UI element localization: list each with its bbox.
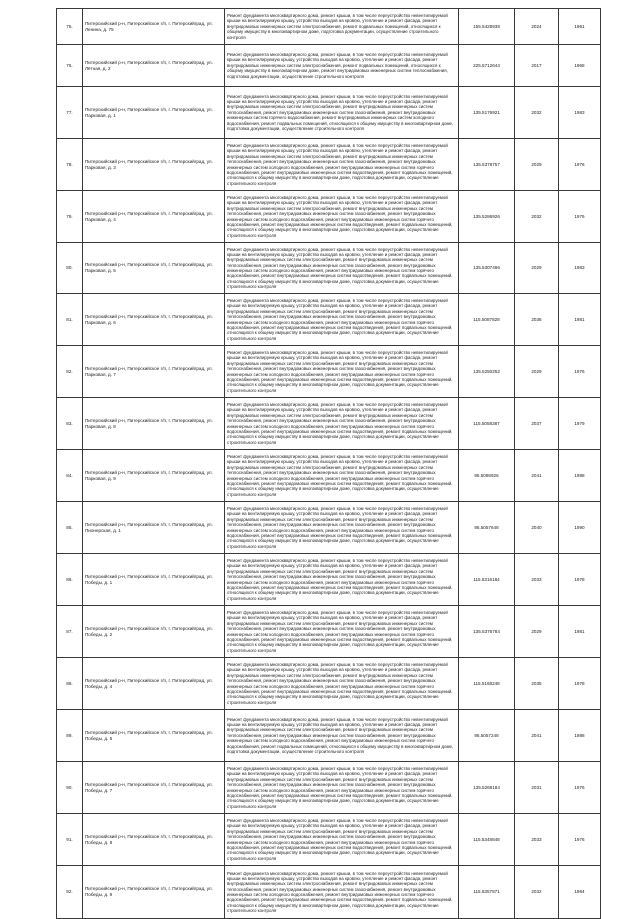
- row-number: 92.: [57, 866, 83, 919]
- planned-year-cell: 2032: [515, 87, 559, 139]
- cost-cell: 95.5057248: [459, 710, 515, 762]
- planned-year-cell: 2032: [515, 866, 559, 919]
- address-cell: Питерскийский р-н, Питерскийское г/п, г. Питерскийград, ул. Парковая, д. 1: [83, 87, 225, 139]
- planned-year-cell: 2032: [515, 191, 559, 243]
- built-year-cell: 1983: [559, 243, 601, 294]
- works-cell: Ремонт фундамента многоквартирного дома, ремонт крыши, в том числе переустройство невентилируемой крыши на вентилируемую крышу, устройство выходов на кровлю, утепление и ремонт фасада, ремонт внутридомовых инженерных систем электроснабжения, ремонт внутридомовых инженерных систем теплоснабжения, ремонт внутридомовых инженерных систем газоснабжения, ремонт внутридомовых инженерных систем горячего водоснабжения, ремонт внутридомовых инженерных систем холодного водоснабжения, ремонт подвальных помещений, относящихся к общему имуществу в многоквартирном доме, подготовка документации, осуществление строительного контроля: [225, 87, 459, 139]
- table-row: [57, 866, 601, 919]
- built-year-cell: 1976: [559, 814, 601, 866]
- address-cell: Питерскийский р-н, Питерскийское г/п, г. Питерскийград, ул. Парковая, д. 6: [83, 294, 225, 346]
- table-row: [57, 45, 601, 87]
- planned-year-cell: 2033: [515, 814, 559, 866]
- cost-cell: 115.5348848: [459, 814, 515, 866]
- row-number: 87.: [57, 606, 83, 658]
- address-cell: Питерскийский р-н, Питерскийское г/п, г. Питерскийград, ул. Парковая, д. 7: [83, 346, 225, 398]
- planned-year-cell: 2024: [515, 9, 559, 45]
- works-cell: Ремонт фундамента многоквартирного дома, ремонт крыши, в том числе переустройство невентилируемой крыши на вентилируемую крышу, устройство выходов на кровлю, утепление и ремонт фасада, ремонт внутридомовых инженерных систем электроснабжения, ремонт внутридомовых инженерных систем теплоснабжения, ремонт внутридомовых инженерных систем газоснабжения, ремонт внутридомовых инженерных систем холодного водоснабжения, ремонт внутридомовых инженерных систем горячего водоснабжения, ремонт внутридомовых инженерных систем водоотведения, ремонт подвальных помещений, относящихся к общему имуществу в многоквартирном доме, подготовка документации, осуществление строительного контроля: [225, 606, 459, 658]
- works-cell: Ремонт фундамента многоквартирного дома, ремонт крыши, в том числе переустройство невентилируемой крыши на вентилируемую крышу, устройство выходов на кровлю, утепление и ремонт фасада, ремонт внутридомовых инженерных систем электроснабжения, ремонт внутридомовых инженерных систем теплоснабжения, ремонт внутридомовых инженерных систем газоснабжения, ремонт внутридомовых инженерных систем холодного водоснабжения, ремонт внутридомовых инженерных систем горячего водоснабжения, ремонт подвальных помещений, относящихся к общему имуществу в многоквартирном доме, подготовка документации, осуществление строительного контроля: [225, 710, 459, 762]
- built-year-cell: 1988: [559, 710, 601, 762]
- works-cell: Ремонт фундамента многоквартирного дома, ремонт крыши, в том числе переустройство невентилируемой крыши на вентилируемую крышу, устройство выходов на кровлю, утепление и ремонт фасада, ремонт внутридомовых инженерных систем электроснабжения, ремонт внутридомовых инженерных систем теплоснабжения, ремонт внутридомовых инженерных систем газоснабжения, ремонт внутридомовых инженерных систем холодного водоснабжения, ремонт внутридомовых инженерных систем горячего водоснабжения, ремонт внутридомовых инженерных систем водоотведения, ремонт подвальных помещений, относящихся к общему имуществу в многоквартирном доме, подготовка документации, осуществление строительного контроля: [225, 346, 459, 398]
- cost-cell: 135.5286926: [459, 191, 515, 243]
- row-number: 89.: [57, 710, 83, 762]
- planned-year-cell: 2041: [515, 450, 559, 502]
- works-cell: Ремонт фундамента многоквартирного дома, ремонт крыши, в том числе переустройство невентилируемой крыши на вентилируемую крышу, устройство выходов на кровлю, утепление и ремонт фасада, ремонт внутридомовых инженерных систем электроснабжения, ремонт подвальных помещений, относящихся к общему имуществу в многоквартирном доме, подготовка документации, осуществление строительного контроля: [225, 9, 459, 45]
- address-cell: Питерскийский р-н, Питерскийское г/п, г. Питерскийград, ул. Победы, д. 4: [83, 658, 225, 710]
- capital-repair-schedule-table: [56, 8, 601, 919]
- address-cell: Питерскийский р-н, Питерскийское г/п, г. Питерскийград, ул. Пионерская, д. 1: [83, 502, 225, 554]
- cost-cell: 135.5176921: [459, 87, 515, 139]
- row-number: 90.: [57, 762, 83, 814]
- address-cell: Питерскийский р-н, Питерскийское г/п, г. Питерскийград, ул. Победы, д. 9: [83, 866, 225, 919]
- built-year-cell: 1990: [559, 502, 601, 554]
- works-cell: Ремонт фундамента многоквартирного дома, ремонт крыши, в том числе переустройство невентилируемой крыши на вентилируемую крышу, устройство выходов на кровлю, утепление и ремонт фасада, ремонт внутридомовых инженерных систем электроснабжения, ремонт внутридомовых инженерных систем теплоснабжения, ремонт внутридомовых инженерных систем газоснабжения, ремонт внутридомовых инженерных систем холодного водоснабжения, ремонт внутридомовых инженерных систем горячего водоснабжения, ремонт внутридомовых инженерных систем водоотведения, ремонт подвальных помещений, относящихся к общему имуществу в многоквартирном доме, подготовка документации, осуществление строительного контроля: [225, 243, 459, 294]
- planned-year-cell: 2031: [515, 762, 559, 814]
- table-row: [57, 346, 601, 398]
- works-cell: Ремонт фундамента многоквартирного дома, ремонт крыши, в том числе переустройство невентилируемой крыши на вентилируемую крышу, устройство выходов на кровлю, утепление и ремонт фасада, ремонт внутридомовых инженерных систем электроснабжения, ремонт внутридомовых инженерных систем теплоснабжения, ремонт внутридомовых инженерных систем газоснабжения, ремонт внутридомовых инженерных систем холодного водоснабжения, ремонт внутридомовых инженерных систем горячего водоснабжения, ремонт внутридомовых инженерных систем водоотведения, ремонт подвальных помещений, относящихся к общему имуществу в многоквартирном доме, подготовка документации, осуществление строительного контроля: [225, 814, 459, 866]
- address-cell: Питерскийский р-н, Питерскийское г/п, г. Питерскийград, ул. Парковая, д. 9: [83, 450, 225, 502]
- works-cell: Ремонт фундамента многоквартирного дома, ремонт крыши, в том числе переустройство невентилируемой крыши на вентилируемую крышу, устройство выходов на кровлю, утепление и ремонт фасада, ремонт внутридомовых инженерных систем электроснабжения, ремонт внутридомовых инженерных систем теплоснабжения, ремонт внутридомовых инженерных систем газоснабжения, ремонт внутридомовых инженерных систем холодного водоснабжения, ремонт внутридомовых инженерных систем горячего водоснабжения, ремонт внутридомовых инженерных систем водоотведения, ремонт подвальных помещений, относящихся к общему имуществу в многоквартирном доме, подготовка документации, осуществление строительного контроля: [225, 866, 459, 919]
- built-year-cell: 1988: [559, 450, 601, 502]
- works-cell: Ремонт фундамента многоквартирного дома, ремонт крыши, в том числе переустройство невентилируемой крыши на вентилируемую крышу, устройство выходов на кровлю, утепление и ремонт фасада, ремонт внутридомовых инженерных систем электроснабжения, ремонт внутридомовых инженерных систем теплоснабжения, ремонт внутридомовых инженерных систем газоснабжения, ремонт внутридомовых инженерных систем холодного водоснабжения, ремонт внутридомовых инженерных систем горячего водоснабжения, ремонт внутридомовых инженерных систем водоотведения, ремонт подвальных помещений, относящихся к общему имуществу в многоквартирном доме, подготовка документации, осуществление строительного контроля: [225, 450, 459, 502]
- table-row: [57, 606, 601, 658]
- address-cell: Питерскийский р-н, Питерскийское г/п, г. Питерскийград, ул. Ленина, д. 75: [83, 9, 225, 45]
- cost-cell: 115.5168248: [459, 658, 515, 710]
- built-year-cell: 1976: [559, 191, 601, 243]
- table-row: [57, 9, 601, 45]
- row-number: 75.: [57, 9, 83, 45]
- row-number: 76.: [57, 45, 83, 87]
- cost-cell: 135.5268184: [459, 762, 515, 814]
- built-year-cell: 1976: [559, 139, 601, 191]
- table-row: [57, 294, 601, 346]
- cost-cell: 135.5250252: [459, 346, 515, 398]
- table-row: [57, 502, 601, 554]
- table-row: [57, 710, 601, 762]
- planned-year-cell: 2035: [515, 658, 559, 710]
- cost-cell: 225.5712644: [459, 45, 515, 87]
- row-number: 81.: [57, 294, 83, 346]
- built-year-cell: 1976: [559, 346, 601, 398]
- address-cell: Питерскийский р-н, Питерскийское г/п, г. Питерскийград, ул. Парковая, д. 3: [83, 139, 225, 191]
- table-row: [57, 554, 601, 606]
- address-cell: Питерскийский р-н, Питерскийское г/п, г. Питерскийград, ул. Лётная, д. 2: [83, 45, 225, 87]
- built-year-cell: 1976: [559, 762, 601, 814]
- cost-cell: 115.5316184: [459, 554, 515, 606]
- cost-cell: 135.5378757: [459, 139, 515, 191]
- works-cell: Ремонт фундамента многоквартирного дома, ремонт крыши, в том числе переустройство невентилируемой крыши на вентилируемую крышу, устройство выходов на кровлю, утепление и ремонт фасада, ремонт внутридомовых инженерных систем электроснабжения, ремонт внутридомовых инженерных систем теплоснабжения, ремонт внутридомовых инженерных систем газоснабжения, ремонт внутридомовых инженерных систем холодного водоснабжения, ремонт внутридомовых инженерных систем горячего водоснабжения, ремонт внутридомовых инженерных систем водоотведения, ремонт подвальных помещений, относящихся к общему имуществу в многоквартирном доме, подготовка документации, осуществление строительного контроля: [225, 502, 459, 554]
- built-year-cell: 1984: [559, 866, 601, 919]
- works-cell: Ремонт фундамента многоквартирного дома, ремонт крыши, в том числе переустройство невентилируемой крыши на вентилируемую крышу, устройство выходов на кровлю, утепление и ремонт фасада, ремонт внутридомовых инженерных систем электроснабжения, ремонт внутридомовых инженерных систем теплоснабжения, ремонт внутридомовых инженерных систем газоснабжения, ремонт внутридомовых инженерных систем холодного водоснабжения, ремонт внутридомовых инженерных систем горячего водоснабжения, ремонт внутридомовых инженерных систем водоотведения, ремонт подвальных помещений, относящихся к общему имуществу в многоквартирном доме, подготовка документации, осуществление строительного контроля: [225, 139, 459, 191]
- cost-cell: 135.5376784: [459, 606, 515, 658]
- built-year-cell: 1981: [559, 606, 601, 658]
- row-number: 88.: [57, 658, 83, 710]
- table-row: [57, 762, 601, 814]
- built-year-cell: 1978: [559, 658, 601, 710]
- table-row: [57, 87, 601, 139]
- cost-cell: 115.5087828: [459, 294, 515, 346]
- address-cell: Питерскийский р-н, Питерскийское г/п, г. Питерскийград, ул. Парковая, д. 5: [83, 243, 225, 294]
- table-row: [57, 139, 601, 191]
- row-number: 83.: [57, 398, 83, 450]
- planned-year-cell: 2041: [515, 710, 559, 762]
- planned-year-cell: 2040: [515, 502, 559, 554]
- row-number: 86.: [57, 554, 83, 606]
- table-row: [57, 243, 601, 294]
- works-cell: Ремонт фундамента многоквартирного дома, ремонт крыши, в том числе переустройство невентилируемой крыши на вентилируемую крышу, устройство выходов на кровлю, утепление и ремонт фасада, ремонт внутридомовых инженерных систем электроснабжения, ремонт внутридомовых инженерных систем теплоснабжения, ремонт внутридомовых инженерных систем газоснабжения, ремонт внутридомовых инженерных систем холодного водоснабжения, ремонт внутридомовых инженерных систем горячего водоснабжения, ремонт внутридомовых инженерных систем водоотведения, ремонт подвальных помещений, относящихся к общему имуществу в многоквартирном доме, подготовка документации, осуществление строительного контроля: [225, 398, 459, 450]
- row-number: 82.: [57, 346, 83, 398]
- works-cell: Ремонт фундамента многоквартирного дома, ремонт крыши, в том числе переустройство невентилируемой крыши на вентилируемую крышу, устройство выходов на кровлю, утепление и ремонт фасада, ремонт внутридомовых инженерных систем электроснабжения, ремонт внутридомовых инженерных систем теплоснабжения, ремонт внутридомовых инженерных систем газоснабжения, ремонт внутридомовых инженерных систем холодного водоснабжения, ремонт внутридомовых инженерных систем горячего водоснабжения, ремонт внутридомовых инженерных систем водоотведения, ремонт подвальных помещений, относящихся к общему имуществу в многоквартирном доме, подготовка документации, осуществление строительного контроля: [225, 191, 459, 243]
- works-cell: Ремонт фундамента многоквартирного дома, ремонт крыши, в том числе переустройство невентилируемой крыши на вентилируемую крышу, устройство выходов на кровлю, утепление и ремонт фасада, ремонт внутридомовых инженерных систем электроснабжения, ремонт подвальных помещений, относящихся к общему имуществу в многоквартирном доме, ремонт внутридомовых инженерных систем теплоснабжения, подготовка документации, осуществление строительного контроля: [225, 45, 459, 87]
- cost-cell: 95.5057648: [459, 502, 515, 554]
- cost-cell: 115.5058387: [459, 398, 515, 450]
- built-year-cell: 1981: [559, 294, 601, 346]
- planned-year-cell: 2029: [515, 606, 559, 658]
- address-cell: Питерскийский р-н, Питерскийское г/п, г. Питерскийград, ул. Победы, д. 2: [83, 606, 225, 658]
- table-row: [57, 398, 601, 450]
- row-number: 79.: [57, 191, 83, 243]
- works-cell: Ремонт фундамента многоквартирного дома, ремонт крыши, в том числе переустройство невентилируемой крыши на вентилируемую крышу, устройство выходов на кровлю, утепление и ремонт фасада, ремонт внутридомовых инженерных систем электроснабжения, ремонт внутридомовых инженерных систем теплоснабжения, ремонт внутридомовых инженерных систем газоснабжения, ремонт внутридомовых инженерных систем холодного водоснабжения, ремонт внутридомовых инженерных систем горячего водоснабжения, ремонт внутридомовых инженерных систем водоотведения, ремонт подвальных помещений, относящихся к общему имуществу в многоквартирном доме, подготовка документации, осуществление строительного контроля: [225, 762, 459, 814]
- row-number: 84.: [57, 450, 83, 502]
- planned-year-cell: 2037: [515, 398, 559, 450]
- row-number: 77.: [57, 87, 83, 139]
- built-year-cell: 1978: [559, 554, 601, 606]
- address-cell: Питерскийский р-н, Питерскийское г/п, г. Питерскийград, ул. Победы, д. 7: [83, 762, 225, 814]
- row-number: 80.: [57, 243, 83, 294]
- table-row: [57, 191, 601, 243]
- table-row: [57, 658, 601, 710]
- row-number: 78.: [57, 139, 83, 191]
- planned-year-cell: 2036: [515, 294, 559, 346]
- row-number: 85.: [57, 502, 83, 554]
- table-body: [57, 9, 601, 919]
- table-row: [57, 450, 601, 502]
- built-year-cell: 1968: [559, 45, 601, 87]
- cost-cell: 155.5428938: [459, 9, 515, 45]
- planned-year-cell: 2029: [515, 139, 559, 191]
- built-year-cell: 1961: [559, 9, 601, 45]
- cost-cell: 135.5307466: [459, 243, 515, 294]
- cost-cell: 115.5357871: [459, 866, 515, 919]
- address-cell: Питерскийский р-н, Питерскийское г/п, г. Питерскийград, ул. Победы, д. 8: [83, 814, 225, 866]
- built-year-cell: 1983: [559, 87, 601, 139]
- planned-year-cell: 2033: [515, 554, 559, 606]
- built-year-cell: 1979: [559, 398, 601, 450]
- works-cell: Ремонт фундамента многоквартирного дома, ремонт крыши, в том числе переустройство невентилируемой крыши на вентилируемую крышу, устройство выходов на кровлю, утепление и ремонт фасада, ремонт внутридомовых инженерных систем электроснабжения, ремонт внутридомовых инженерных систем теплоснабжения, ремонт внутридомовых инженерных систем газоснабжения, ремонт внутридомовых инженерных систем холодного водоснабжения, ремонт внутридомовых инженерных систем горячего водоснабжения, ремонт внутридомовых инженерных систем водоотведения, ремонт подвальных помещений, относящихся к общему имуществу в многоквартирном доме, подготовка документации, осуществление строительного контроля: [225, 658, 459, 710]
- address-cell: Питерскийский р-н, Питерскийское г/п, г. Питерскийград, ул. Парковая, д. 4: [83, 191, 225, 243]
- planned-year-cell: 2029: [515, 346, 559, 398]
- row-number: 91.: [57, 814, 83, 866]
- address-cell: Питерскийский р-н, Питерскийское г/п, г. Питерскийград, ул. Победы, д. 5: [83, 710, 225, 762]
- works-cell: Ремонт фундамента многоквартирного дома, ремонт крыши, в том числе переустройство невентилируемой крыши на вентилируемую крышу, устройство выходов на кровлю, утепление и ремонт фасада, ремонт внутридомовых инженерных систем электроснабжения, ремонт внутридомовых инженерных систем теплоснабжения, ремонт внутридомовых инженерных систем газоснабжения, ремонт внутридомовых инженерных систем холодного водоснабжения, ремонт внутридомовых инженерных систем горячего водоснабжения, ремонт внутридомовых инженерных систем водоотведения, ремонт подвальных помещений, относящихся к общему имуществу в многоквартирном доме, подготовка документации, осуществление строительного контроля: [225, 294, 459, 346]
- cost-cell: 95.5086926: [459, 450, 515, 502]
- planned-year-cell: 2017: [515, 45, 559, 87]
- planned-year-cell: 2029: [515, 243, 559, 294]
- works-cell: Ремонт фундамента многоквартирного дома, ремонт крыши, в том числе переустройство невентилируемой крыши на вентилируемую крышу, устройство выходов на кровлю, утепление и ремонт фасада, ремонт внутридомовых инженерных систем электроснабжения, ремонт внутридомовых инженерных систем теплоснабжения, ремонт внутридомовых инженерных систем газоснабжения, ремонт внутридомовых инженерных систем холодного водоснабжения, ремонт внутридомовых инженерных систем горячего водоснабжения, ремонт внутридомовых инженерных систем водоотведения, ремонт подвальных помещений, относящихся к общему имуществу в многоквартирном доме, подготовка документации, осуществление строительного контроля: [225, 554, 459, 606]
- address-cell: Питерскийский р-н, Питерскийское г/п, г. Питерскийград, ул. Победы, д. 1: [83, 554, 225, 606]
- address-cell: Питерскийский р-н, Питерскийское г/п, г. Питерскийград, ул. Парковая, д. 8: [83, 398, 225, 450]
- table-row: [57, 814, 601, 866]
